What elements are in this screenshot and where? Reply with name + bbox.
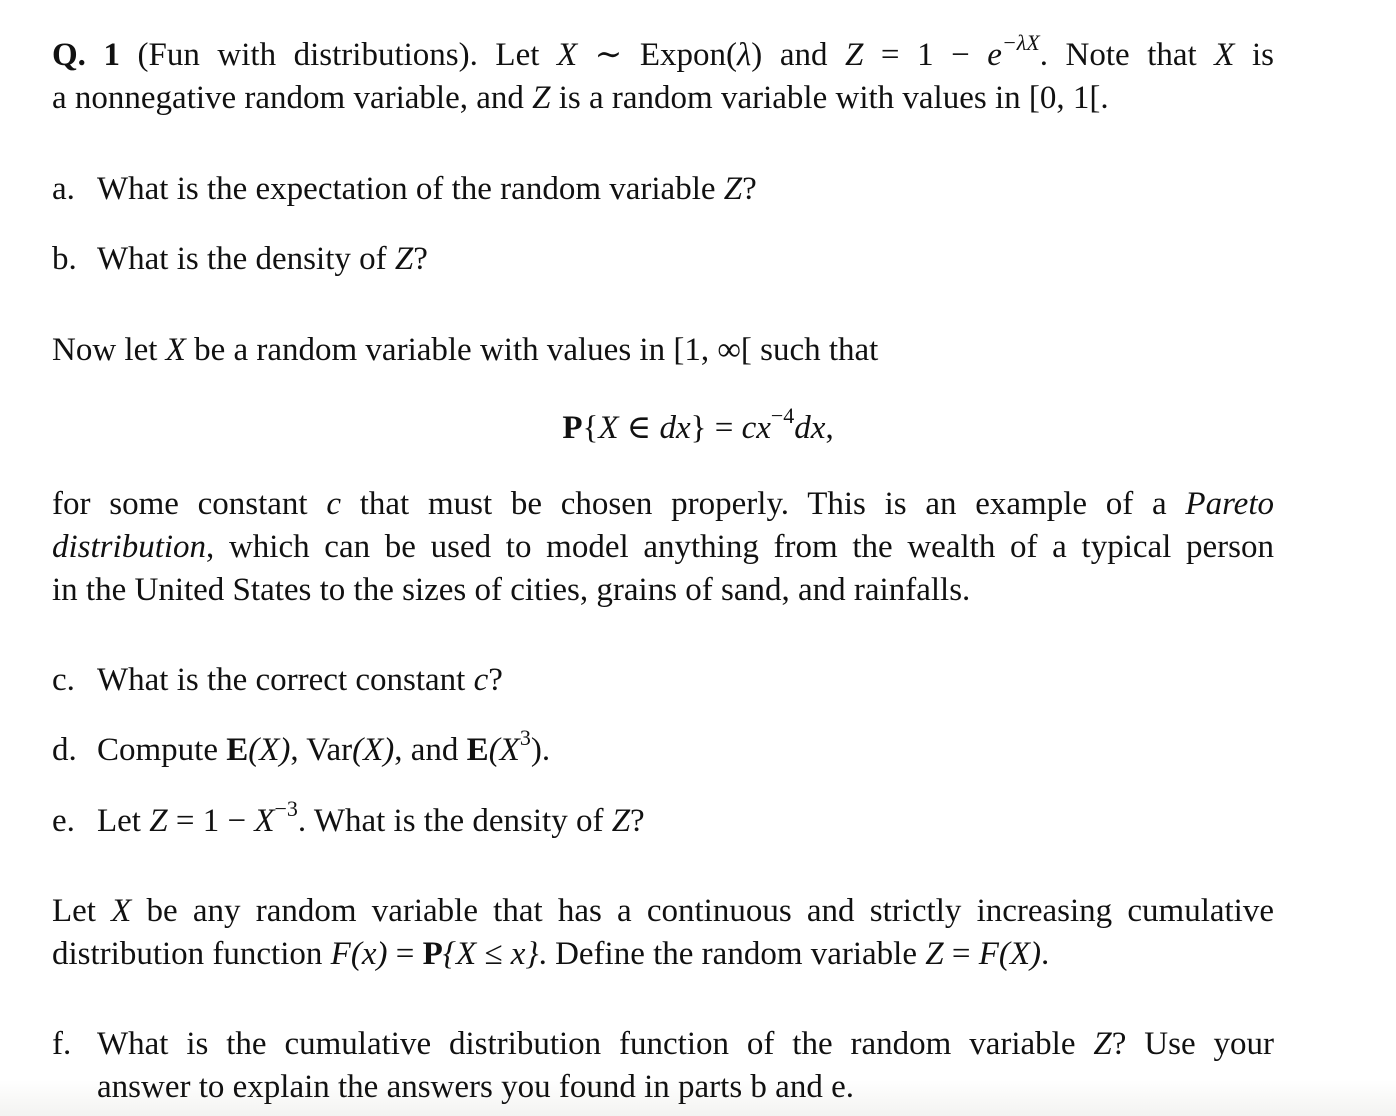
part-c-text: What is the correct constant c? [97, 662, 503, 698]
part-b-label: b. [52, 241, 77, 277]
part-e-label: e. [52, 803, 75, 839]
cdf-paragraph: Let X be any random variable that has a continuous and strictly increasing cumulative distribution function F(x) = P{X ≤ x}. Define the random variable Z = F(X). [52, 893, 1274, 972]
question-intro-line-2: a nonnegative random variable, and Z is a random variable with values in [0, 1[. [52, 80, 1109, 116]
part-b-text: What is the density of Z? [97, 241, 428, 277]
part-a-text: What is the expectation of the random variable Z? [97, 171, 757, 207]
part-a [52, 168, 1274, 211]
pareto-paragraph: for some constant c that must be chosen properly. This is an example of a Pareto distribution, which can be used to model anything from the wealth of a typical person in the United States to the sizes of cities, grains of sand, and rainfalls. [52, 486, 1274, 608]
part-e-text: Let $Z = 1 - X^{-3}$. What is the density of Z? [97, 796, 645, 839]
part-c [52, 659, 1274, 702]
part-f-text: What is the cumulative distribution function of the random variable Z? Use your answer to explain the answers you found in parts b and e. [97, 1026, 1274, 1105]
part-e [52, 796, 1274, 843]
part-f-label: f. [52, 1026, 72, 1062]
part-d [52, 725, 1274, 772]
question-label: Q. 1 [52, 37, 120, 73]
part-c-label: c. [52, 662, 75, 698]
question-intro [52, 30, 1274, 120]
pareto-formula: P{X ∈ $dx\} = cx^{-4}dx$, [562, 403, 834, 446]
part-a-label: a. [52, 171, 75, 207]
part-d-text: Compute E(X), Var(X), and $E(X^3)$. [97, 725, 551, 768]
part-b [52, 238, 1274, 281]
part-f [52, 1023, 1274, 1109]
part-d-label: d. [52, 732, 77, 768]
question-intro-line-1: Q. 1 (Fun with distributions). Let X ∼ Expon(λ) and $Z = 1 - e^{-\lambda X}$. Note that X is [52, 30, 1274, 73]
pareto-intro: Now let X be a random variable with values in [1, ∞[ such that [52, 332, 879, 368]
question-title: (Fun with distributions). [137, 37, 478, 73]
